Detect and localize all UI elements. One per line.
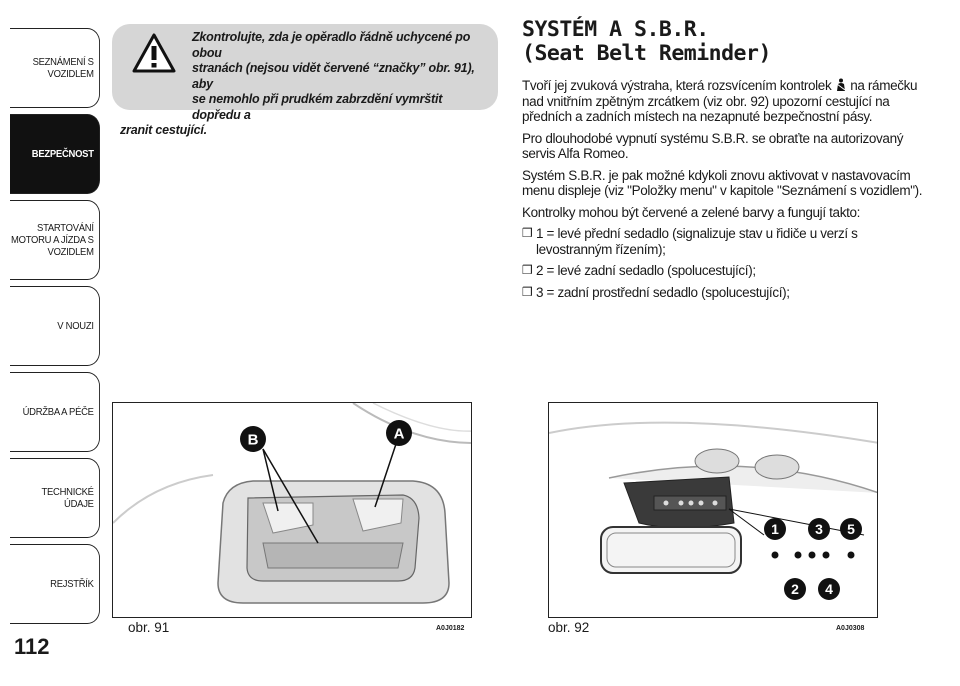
label-b: B <box>247 431 259 449</box>
list-item: ❒ 1 = levé přední sedadlo (signalizuje stav u řidiče u verzí s levostranným řízením); <box>522 226 858 257</box>
tab-seznameni[interactable]: SEZNÁMENÍ S VOZIDLEM <box>10 28 100 108</box>
tab-v-nouzi[interactable]: V NOUZI <box>10 286 100 366</box>
tab-technicke-udaje[interactable]: TECHNICKÉ ÚDAJE <box>10 458 100 538</box>
seat-back-latch-illustration <box>113 403 472 618</box>
marker-2: 2 <box>791 581 799 597</box>
warning-triangle-icon <box>132 33 176 73</box>
warning-box <box>112 24 498 137</box>
bullet-icon: ❒ <box>522 284 533 299</box>
label-a: A <box>393 425 405 443</box>
tab-rejstrik[interactable]: REJSTŘÍK <box>10 544 100 624</box>
paragraph-2: Pro dlouhodobé vypnutí systému S.B.R. se obraťte na autorizovaný servis Alfa Romeo. <box>522 130 904 161</box>
figure-92 <box>548 402 878 618</box>
marker-3: 3 <box>815 521 823 537</box>
figure-91-caption: obr. 91 <box>128 620 170 635</box>
marker-1: 1 <box>771 521 779 537</box>
bullet-icon: ❒ <box>522 226 533 240</box>
figure-92-code: A0J0308 <box>836 625 865 632</box>
marker-5: 5 <box>847 521 855 537</box>
section-title: SYSTÉM A S.B.R. (Seat Belt Reminder) <box>522 17 771 66</box>
figure-91-code: A0J0182 <box>436 625 465 632</box>
tab-udrzba[interactable]: ÚDRŽBA A PÉČE <box>10 372 100 452</box>
marker-4: 4 <box>825 581 833 597</box>
section-body <box>522 78 932 306</box>
figure-91 <box>112 402 472 618</box>
page-number: 112 <box>14 634 50 659</box>
paragraph-4: Kontrolky mohou být červené a zelené barvy a fungují takto: <box>522 204 861 220</box>
roof-console-illustration <box>549 403 878 618</box>
seatbelt-reminder-icon <box>835 78 847 92</box>
figure-92-caption: obr. 92 <box>548 620 590 635</box>
bullet-icon: ❒ <box>522 263 533 277</box>
paragraph-3: Systém S.B.R. je pak možné kdykoli znovu aktivovat v nastavovacím menu displeje (viz "Položky menu" v kapitole "Seznámení s vozidlem"). <box>522 167 923 198</box>
tab-bezpecnost[interactable]: BEZPEČNOST <box>10 114 100 194</box>
warning-text: Zkontrolujte, zda je opěradlo řádně uchycené po obou stranách (nejsou vidět červené “značky” obr. 91), aby se nemohlo při prudkém zabrzdění vymrštit dopředu a zranit cestující. <box>120 30 475 137</box>
paragraph-1: Tvoří jej zvuková výstraha, která rozsvícením kontrolek na rámečku nad vnitřním zpětným zrcátkem (viz obr. 92) upozorní cestující na předních a zadních místech na nezapnuté bezpečnostní pásy. <box>522 78 918 124</box>
list-item: ❒ 2 = levé zadní sedadlo (spolucestující); <box>522 263 756 278</box>
list-item: ❒ 3 = zadní prostřední sedadlo (spolucestující); <box>522 284 790 300</box>
tab-startovani[interactable]: STARTOVÁNÍ MOTORU A JÍZDA S VOZIDLEM <box>10 200 100 280</box>
